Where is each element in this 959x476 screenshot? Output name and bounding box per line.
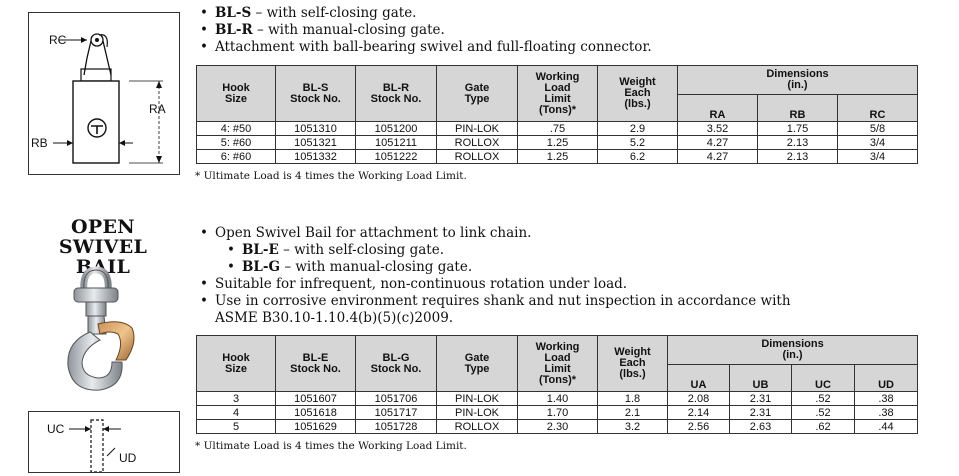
feature-item: • BL-R – with manual-closing gate. xyxy=(198,22,652,39)
cell: 2.13 xyxy=(758,150,838,164)
cell: 1051310 xyxy=(276,122,356,136)
col-header-weight: Weight Each (lbs.) xyxy=(598,66,678,122)
feature-sub-item: • BL-G – with manual-closing gate. xyxy=(198,259,791,276)
cell: .62 xyxy=(792,420,855,434)
col-header-rb: RB xyxy=(758,95,838,122)
feature-sub-item: • BL-E – with self-closing gate. xyxy=(198,242,791,259)
feature-item: • BL-S – with self-closing gate. xyxy=(198,5,652,22)
col-header-dimensions: Dimensions (in.) xyxy=(678,66,918,95)
cell: 2.63 xyxy=(730,420,792,434)
col-header-wll: Working Load Limit (Tons)* xyxy=(518,336,598,392)
bl-s-feature-list xyxy=(198,5,652,56)
cell: 2.9 xyxy=(598,122,678,136)
col-header-ub: UB xyxy=(730,365,792,392)
col-header-stock1: BL-E Stock No. xyxy=(276,336,356,392)
cell: .52 xyxy=(792,406,855,420)
col-header-stock2: BL-G Stock No. xyxy=(356,336,437,392)
cell: 1051728 xyxy=(356,420,437,434)
col-header-ra: RA xyxy=(678,95,758,122)
cell: 1051211 xyxy=(356,136,437,150)
col-header-rc: RC xyxy=(838,95,918,122)
col-header-ud: UD xyxy=(855,365,918,392)
cell: 1.25 xyxy=(518,150,598,164)
cell: 2.31 xyxy=(730,392,792,406)
cell: 1.8 xyxy=(598,392,668,406)
table-row xyxy=(197,406,918,420)
cell: 1051321 xyxy=(276,136,356,150)
table-row xyxy=(197,392,918,406)
cell: ROLLOX xyxy=(437,150,518,164)
cell: 2.56 xyxy=(668,420,730,434)
cell: 3.52 xyxy=(678,122,758,136)
bl-s-footnote: * Ultimate Load is 4 times the Working Load Limit. xyxy=(195,170,467,182)
col-header-gate-type: Gate Type xyxy=(437,66,518,122)
feature-item: • Suitable for infrequent, non-continuous rotation under load. xyxy=(198,276,791,293)
uc-label: UC xyxy=(47,422,65,436)
cell: 1051717 xyxy=(356,406,437,420)
table-row xyxy=(197,136,918,150)
cell: 5.2 xyxy=(598,136,678,150)
cell: PIN-LOK xyxy=(437,122,518,136)
cell: 4: #50 xyxy=(197,122,276,136)
cell: 1051607 xyxy=(276,392,356,406)
feature-item: • Use in corrosive environment requires shank and nut inspection in accordance with xyxy=(198,293,791,310)
cell: 5 xyxy=(197,420,276,434)
swivel-hook-image xyxy=(60,262,150,397)
cell: ROLLOX xyxy=(437,136,518,150)
col-header-weight: Weight Each (lbs.) xyxy=(598,336,668,392)
cell: 4.27 xyxy=(678,136,758,150)
cell: 2.14 xyxy=(668,406,730,420)
cell: 1.70 xyxy=(518,406,598,420)
ra-label: RA xyxy=(149,102,166,116)
cell: 3/4 xyxy=(838,150,918,164)
col-header-hook-size: Hook Size xyxy=(197,336,276,392)
cell: 1.40 xyxy=(518,392,598,406)
cell: .38 xyxy=(855,406,918,420)
table-row xyxy=(197,122,918,136)
cell: 1051200 xyxy=(356,122,437,136)
open-swivel-footnote: * Ultimate Load is 4 times the Working Load Limit. xyxy=(195,440,467,452)
cell: 3/4 xyxy=(838,136,918,150)
cell: .38 xyxy=(855,392,918,406)
open-swivel-feature-list xyxy=(198,225,791,327)
cell: .52 xyxy=(792,392,855,406)
hook-block-diagram xyxy=(28,12,180,175)
cell: 1.75 xyxy=(758,122,838,136)
cell: 3.2 xyxy=(598,420,668,434)
cell: 6.2 xyxy=(598,150,678,164)
cell: 2.08 xyxy=(668,392,730,406)
swivel-hook-drawing xyxy=(60,262,150,397)
cell: 3 xyxy=(197,392,276,406)
ud-label: UD xyxy=(119,451,137,465)
rb-label: RB xyxy=(31,136,48,150)
cell: 5: #60 xyxy=(197,136,276,150)
cell: 5/8 xyxy=(838,122,918,136)
col-header-wll: Working Load Limit (Tons)* xyxy=(518,66,598,122)
feature-item-continuation: ASME B30.10-1.10.4(b)(5)(c)2009. xyxy=(215,310,454,326)
table-row xyxy=(197,150,918,164)
rc-label: RC xyxy=(49,33,67,47)
cell: 2.13 xyxy=(758,136,838,150)
cell: 1051706 xyxy=(356,392,437,406)
cell: 1051332 xyxy=(276,150,356,164)
cell: PIN-LOK xyxy=(437,392,518,406)
feature-item: • Open Swivel Bail for attachment to link chain. xyxy=(198,225,791,242)
cell: 1.25 xyxy=(518,136,598,150)
cell: 1051618 xyxy=(276,406,356,420)
col-header-stock1: BL-S Stock No. xyxy=(276,66,356,122)
cell: 1051629 xyxy=(276,420,356,434)
cell: 2.1 xyxy=(598,406,668,420)
col-header-gate-type: Gate Type xyxy=(437,336,518,392)
cell: PIN-LOK xyxy=(437,406,518,420)
cell: ROLLOX xyxy=(437,420,518,434)
col-header-dimensions: Dimensions (in.) xyxy=(668,336,918,365)
open-swivel-spec-table xyxy=(196,335,918,434)
cell: 2.31 xyxy=(730,406,792,420)
cell: 6: #60 xyxy=(197,150,276,164)
section-title: OPEN SWIVEL BAIL xyxy=(58,216,148,278)
cell: 1051222 xyxy=(356,150,437,164)
cell: 2.30 xyxy=(518,420,598,434)
feature-item: • Attachment with ball-bearing swivel and full-floating connector. xyxy=(198,39,652,56)
bl-s-spec-table xyxy=(196,65,918,164)
col-header-ua: UA xyxy=(668,365,730,392)
cell: 4.27 xyxy=(678,150,758,164)
col-header-uc: UC xyxy=(792,365,855,392)
col-header-hook-size: Hook Size xyxy=(197,66,276,122)
open-swivel-diagram xyxy=(28,411,180,473)
open-swivel-drawing xyxy=(29,412,179,472)
hook-block-drawing xyxy=(29,13,179,174)
cell: 4 xyxy=(197,406,276,420)
cell: .44 xyxy=(855,420,918,434)
table-row xyxy=(197,420,918,434)
cell: .75 xyxy=(518,122,598,136)
col-header-stock2: BL-R Stock No. xyxy=(356,66,437,122)
